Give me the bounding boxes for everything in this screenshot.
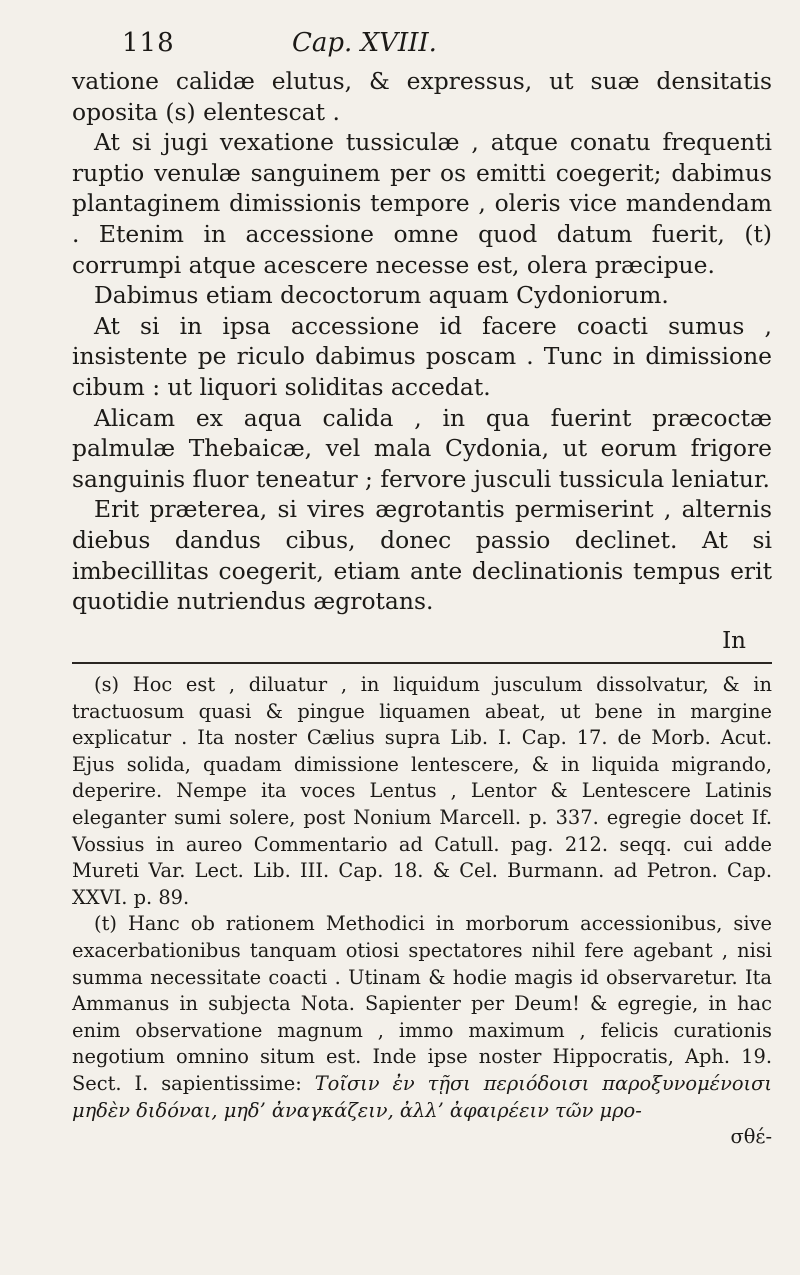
paragraph-alica: Alicam ex aqua calida , in qua fuerint præcoctæ palmulæ Thebaicæ, vel mala Cydonia, ut eorum frigore sanguinis fluor teneatur ; fervore jusculi tussicula leniatur. (72, 403, 772, 493)
paragraph-tussicula: At si jugi vexatione tussiculæ , atque conatu frequenti ruptio venulæ sanguinem per os emitti coegerit; dabimus plantaginem dimissionis tempore , oleris vice mandendam . Etenim in accessione omne quod datum fuerit, (t) corrumpi atque acescere necesse est, olera præcipue. (72, 128, 772, 279)
footnote-t-latin: (t) Hanc ob rationem Methodici in morborum accessionibus, sive exacerbationibus tanquam otiosi spectatores nihil fere agebant , nisi summa necessitate coacti . Utinam & hodie magis id observaretur. Ita Ammanus in subjecta Nota. Sapienter per Deum! & egregie, in hac enim observatione magnum , immo maximum , felicis curationis negotium omnino situm est. Inde ipse noster Hippocratis, Aph. 19. Sect. I. sapientissime: (72, 912, 772, 1095)
paragraph-cibus: Erit præterea, si vires ægrotantis permiserint , alternis diebus dandus cibus, donec passio declinet. At si imbecillitas coegerit, etiam ante declinationis tempus erit quotidie nutriendus ægrotans. (72, 495, 772, 616)
paragraph-cydonia-water: Dabimus etiam decoctorum aquam Cydoniorum. (94, 281, 669, 310)
paragraph-posca: At si in ipsa accessione id facere coacti sumus , insistente pe riculo dabimus poscam . Tunc in dimissione cibum : ut liquori soliditas accedat. (72, 311, 772, 401)
footnote-t (72, 911, 772, 1124)
footnote-catchword: σθέ- (730, 1125, 772, 1149)
catchword: In (722, 628, 746, 654)
footnotes (72, 672, 772, 1151)
chapter-heading: Cap. XVIII. (292, 28, 437, 58)
footnote-s: (s) Hoc est , diluatur , in liquidum jusculum dissolvatur, & in tractuosum quasi & pingue liquamen abeat, ut bene in margine explicatur . Ita noster Cælius supra Lib. I. Cap. 17. de Morb. Acut. Ejus solida, quadam dimissione lentescere, & in liquida migrando, deperire. Nempe ita voces Lentus , Lentor & Lentescere Latinis eleganter sumi solere, post Nonium Marcell. p. 337. egregie docet If. Vossius in aureo Commentario ad Catull. pag. 212. seqq. cui adde Mureti Var. Lect. Lib. III. Cap. 18. & Cel. Burmann. ad Petron. Cap. XXVI. p. 89. (72, 673, 772, 909)
running-header (46, 28, 772, 68)
page-number: 118 (122, 28, 175, 58)
main-text (72, 66, 772, 617)
paragraph-continuation: vatione calidæ elutus, & expressus, ut suæ densitatis oposita (s) elentescat . (72, 67, 772, 126)
footnote-t-greek: Τοῖσιν ἐν τῇσι περιόδοισι παροξυνομένοισι μηδὲν διδόναι, μηδ’ ἀναγκάζειν, ἀλλ’ ἀφαιρέειν τῶν μρο- (72, 1071, 772, 1122)
book-page (46, 0, 772, 1275)
footnote-rule (72, 662, 772, 664)
